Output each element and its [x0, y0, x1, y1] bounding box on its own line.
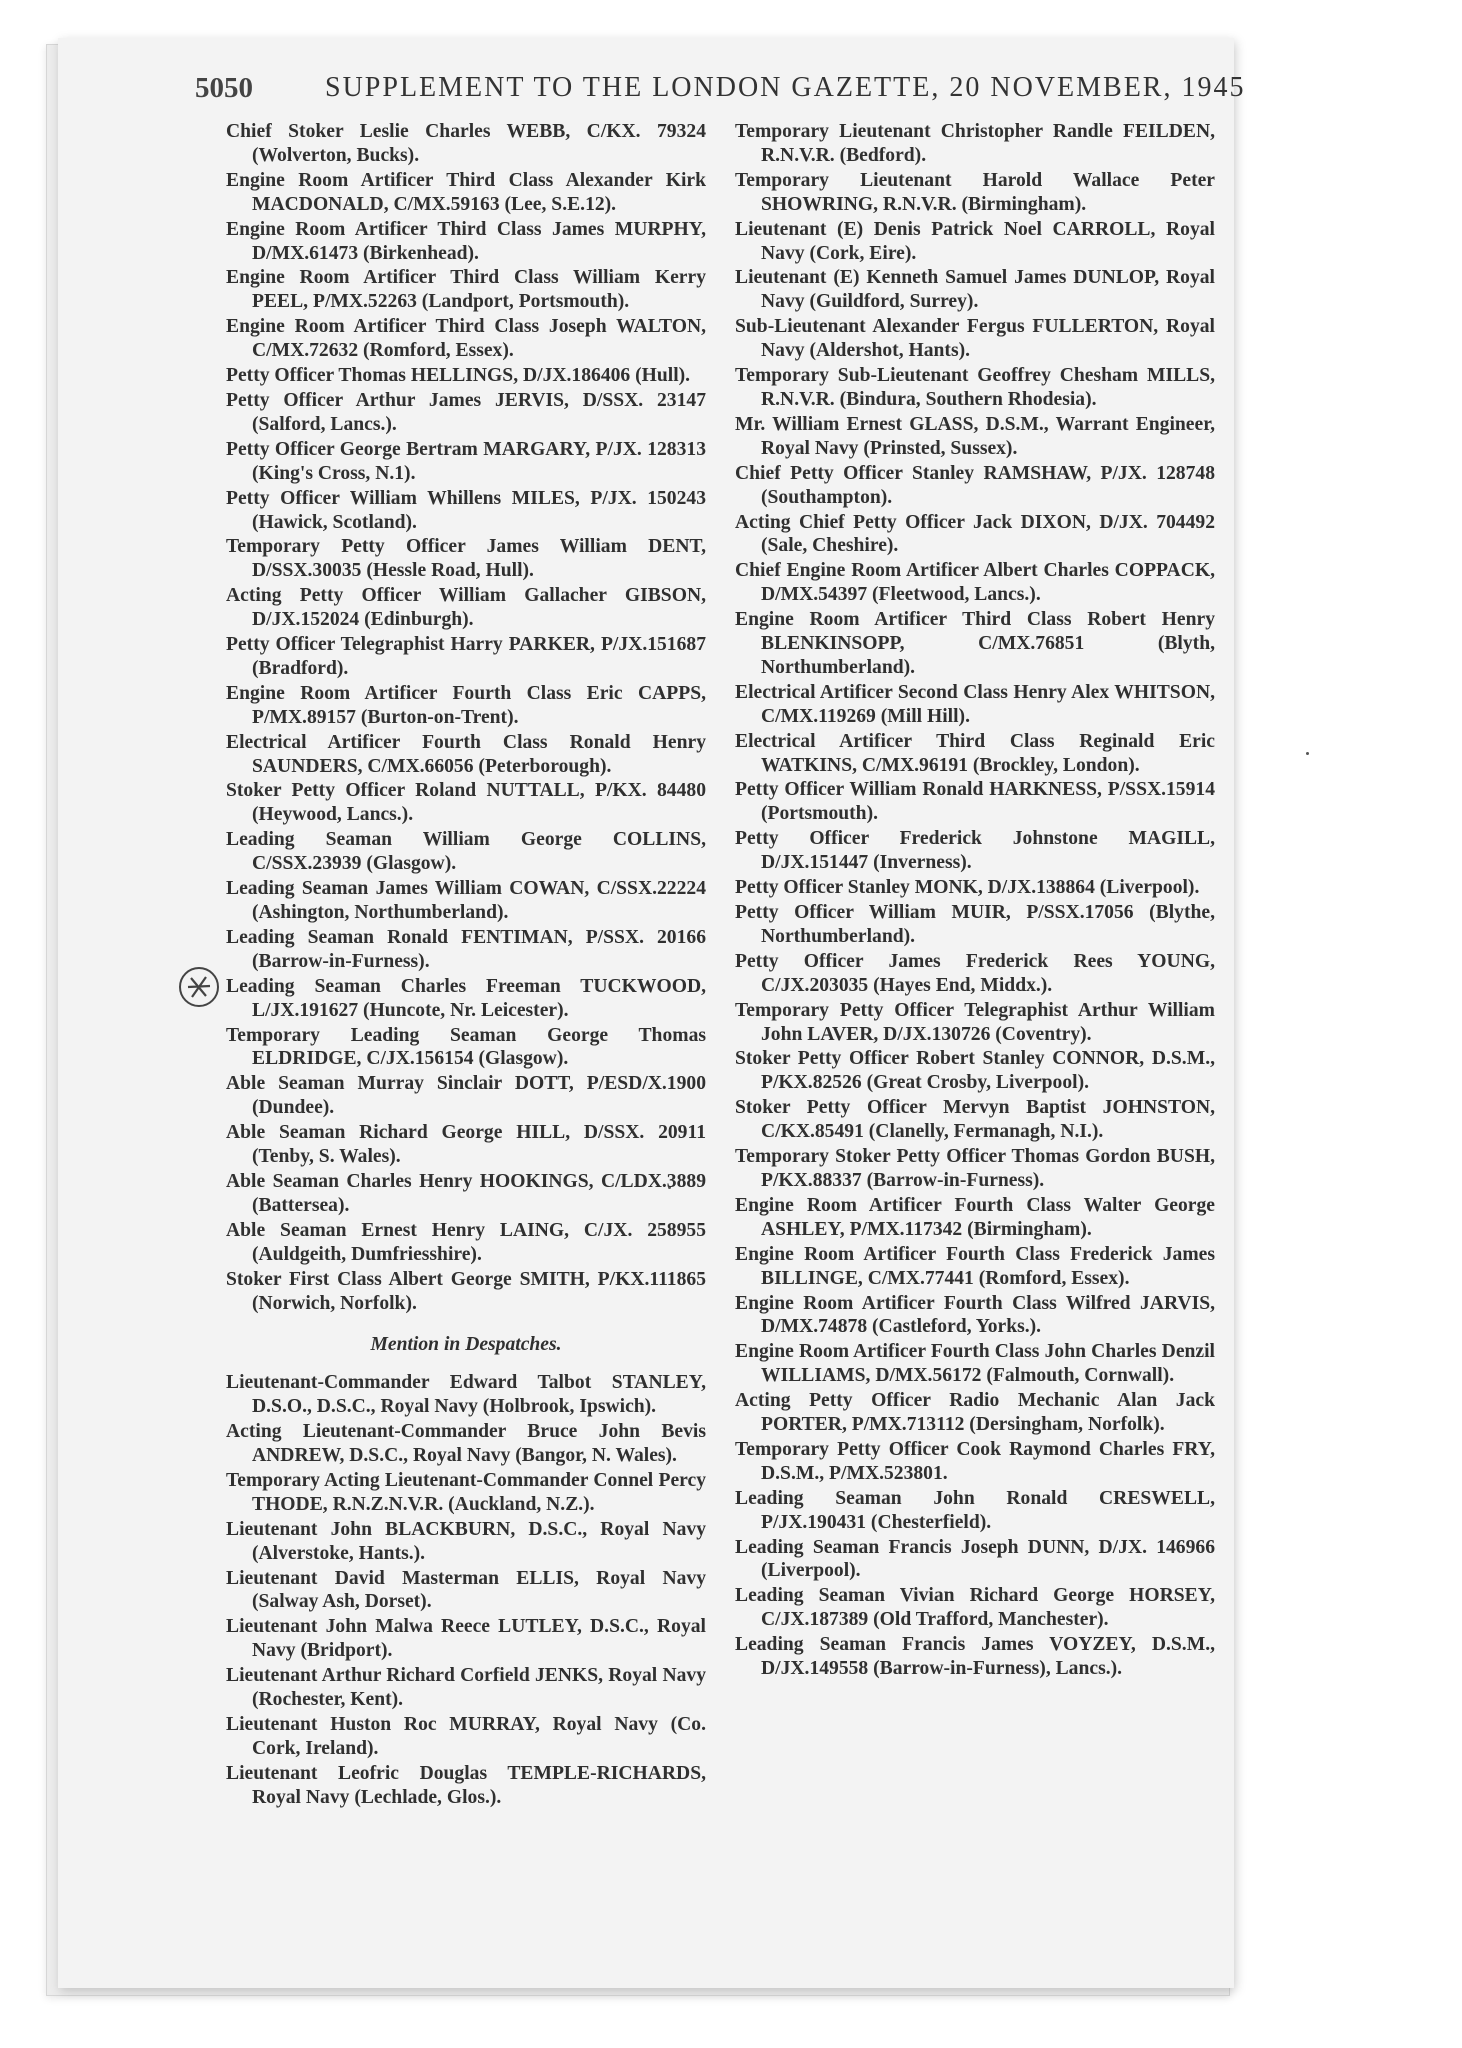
list-item: Stoker Petty Officer Mervyn Baptist JOHNSTON, C/KX.85491 (Clanelly, Fermanagh, N.I.). [735, 1097, 1215, 1143]
list-item: Electrical Artificer Third Class Reginald Eric WATKINS, C/MX.96191 (Brockley, London). [735, 730, 1215, 776]
handwritten-asterisk-icon [176, 964, 222, 1010]
section-heading: Mention in Despatches. [370, 1334, 562, 1356]
list-item: Engine Room Artificer Third Class Joseph WALTON, C/MX.72632 (Romford, Essex). [226, 316, 706, 362]
list-item: Lieutenant Leofric Douglas TEMPLE-RICHARDS, Royal Navy (Lechlade, Glos.). [226, 1762, 706, 1808]
list-item: Able Seaman Murray Sinclair DOTT, P/ESD/X.1900 (Dundee). [226, 1073, 706, 1119]
list-item: Temporary Stoker Petty Officer Thomas Gordon BUSH, P/KX.88337 (Barrow-in-Furness). [735, 1146, 1215, 1191]
list-item: Able Seaman Ernest Henry LAING, C/JX. 258955 (Auldgeith, Dumfriesshire). [226, 1219, 706, 1265]
list-item: Temporary Petty Officer James William DENT, D/SSX.30035 (Hessle Road, Hull). [226, 536, 706, 582]
list-item: Lieutenant (E) Denis Patrick Noel CARROLL, Royal Navy (Cork, Eire). [735, 218, 1215, 264]
list-item: Temporary Sub-Lieutenant Geoffrey Chesham MILLS, R.N.V.R. (Bindura, Southern Rhodesia). [735, 365, 1215, 410]
list-item: Temporary Acting Lieutenant-Commander Connel Percy THODE, R.N.Z.N.V.R. (Auckland, N.Z.). [226, 1469, 706, 1515]
list-item: Engine Room Artificer Third Class William Kerry PEEL, P/MX.52263 (Landport, Portsmouth). [226, 267, 706, 313]
list-item: Able Seaman Charles Henry HOOKINGS, C/LDX.3889 (Battersea). [226, 1170, 706, 1216]
left-column [226, 120, 706, 1811]
despatches-list-right [735, 120, 1215, 1681]
list-item: Sub-Lieutenant Alexander Fergus FULLERTON, Royal Navy (Aldershot, Hants). [735, 316, 1215, 362]
list-item: Temporary Petty Officer Cook Raymond Charles FRY, D.S.M., P/MX.523801. [735, 1438, 1215, 1484]
list-item: Petty Officer James Frederick Rees YOUNG, C/JX.203035 (Hayes End, Middx.). [735, 950, 1215, 996]
page-header [195, 72, 1246, 112]
list-item: Acting Petty Officer Radio Mechanic Alan Jack PORTER, P/MX.713112 (Dersingham, Norfolk). [735, 1390, 1215, 1436]
list-item: Acting Lieutenant-Commander Bruce John Bevis ANDREW, D.S.C., Royal Navy (Bangor, N. Wales). [226, 1421, 706, 1467]
list-item: Lieutenant (E) Kenneth Samuel James DUNLOP, Royal Navy (Guildford, Surrey). [735, 267, 1215, 313]
list-item: Stoker Petty Officer Roland NUTTALL, P/KX. 84480 (Heywood, Lancs.). [226, 780, 706, 826]
list-item: Temporary Lieutenant Christopher Randle FEILDEN, R.N.V.R. (Bedford). [735, 121, 1215, 166]
list-item: Leading Seaman Ronald FENTIMAN, P/SSX. 20166 (Barrow-in-Furness). [226, 926, 706, 972]
list-item: Petty Officer Arthur James JERVIS, D/SSX. 23147 (Salford, Lancs.). [226, 389, 706, 435]
honours-list-left [226, 120, 706, 1315]
list-item: Engine Room Artificer Third Class Alexander Kirk MACDONALD, C/MX.59163 (Lee, S.E.12). [226, 169, 706, 215]
list-item: Lieutenant-Commander Edward Talbot STANLEY, D.S.O., D.S.C., Royal Navy (Holbrook, Ipswich). [226, 1372, 706, 1418]
list-item: Petty Officer Thomas HELLINGS, D/JX.186406 (Hull). [226, 365, 691, 387]
list-item: Temporary Lieutenant Harold Wallace Peter SHOWRING, R.N.V.R. (Birmingham). [735, 169, 1215, 215]
list-item: Petty Officer William Whillens MILES, P/JX. 150243 (Hawick, Scotland). [226, 487, 706, 533]
list-item: Engine Room Artificer Fourth Class Walter George ASHLEY, P/MX.117342 (Birmingham). [735, 1194, 1215, 1240]
list-item: Leading Seaman Francis James VOYZEY, D.S.M., D/JX.149558 (Barrow-in-Furness), Lancs.). [735, 1634, 1215, 1680]
list-item: Lieutenant John Malwa Reece LUTLEY, D.S.C., Royal Navy (Bridport). [226, 1616, 706, 1662]
list-item: Leading Seaman John Ronald CRESWELL, P/JX.190431 (Chesterfield). [735, 1487, 1215, 1533]
list-item: Petty Officer Frederick Johnstone MAGILL, D/JX.151447 (Inverness). [735, 828, 1215, 874]
list-item: Lieutenant Huston Roc MURRAY, Royal Navy (Co. Cork, Ireland). [226, 1714, 706, 1759]
list-item: Petty Officer George Bertram MARGARY, P/JX. 128313 (King's Cross, N.1). [226, 438, 706, 484]
right-column [735, 120, 1215, 1682]
list-item: Leading Seaman James William COWAN, C/SSX.22224 (Ashington, Northumberland). [226, 878, 706, 923]
list-item: Engine Room Artificer Fourth Class John Charles Denzil WILLIAMS, D/MX.56172 (Falmouth, Cornwall). [735, 1341, 1215, 1387]
list-item: Engine Room Artificer Fourth Class Frederick James BILLINGE, C/MX.77441 (Romford, Essex). [735, 1243, 1215, 1289]
list-item: Acting Petty Officer William Gallacher GIBSON, D/JX.152024 (Edinburgh). [226, 585, 706, 631]
list-item: Temporary Petty Officer Telegraphist Arthur William John LAVER, D/JX.130726 (Coventry). [735, 999, 1215, 1045]
list-item: Petty Officer Stanley MONK, D/JX.138864 (Liverpool). [735, 877, 1200, 899]
list-item: Chief Petty Officer Stanley RAMSHAW, P/JX. 128748 (Southampton). [735, 462, 1215, 508]
despatches-list [226, 1371, 706, 1809]
list-item: Electrical Artificer Fourth Class Ronald Henry SAUNDERS, C/MX.66056 (Peterborough). [226, 731, 706, 777]
list-item: Stoker Petty Officer Robert Stanley CONNOR, D.S.M., P/KX.82526 (Great Crosby, Liverpool). [735, 1048, 1215, 1094]
list-item: Leading Seaman Vivian Richard George HORSEY, C/JX.187389 (Old Trafford, Manchester). [735, 1585, 1215, 1631]
list-item: Engine Room Artificer Fourth Class Eric CAPPS, P/MX.89157 (Burton-on-Trent). [226, 682, 706, 728]
list-item: Mr. William Ernest GLASS, D.S.M., Warrant Engineer, Royal Navy (Prinsted, Sussex). [735, 413, 1215, 459]
list-item: Lieutenant Arthur Richard Corfield JENKS, Royal Navy (Rochester, Kent). [226, 1665, 706, 1711]
list-item: Acting Chief Petty Officer Jack DIXON, D/JX. 704492 (Sale, Cheshire). [735, 511, 1215, 557]
list-item: Engine Room Artificer Third Class Robert Henry BLENKINSOPP, C/MX.76851 (Blyth, Northumberland). [735, 609, 1215, 678]
list-item: Leading Seaman Charles Freeman TUCKWOOD, L/JX.191627 (Huncote, Nr. Leicester). [226, 975, 706, 1021]
list-item: Engine Room Artificer Third Class James MURPHY, D/MX.61473 (Birkenhead). [226, 218, 706, 264]
list-item: Lieutenant David Masterman ELLIS, Royal Navy (Salway Ash, Dorset). [226, 1567, 706, 1613]
list-item: Temporary Leading Seaman George Thomas ELDRIDGE, C/JX.156154 (Glasgow). [226, 1024, 706, 1070]
stray-mark [1306, 752, 1309, 755]
list-item: Leading Seaman William George COLLINS, C/SSX.23939 (Glasgow). [226, 829, 706, 875]
list-item: Lieutenant John BLACKBURN, D.S.C., Royal Navy (Alverstoke, Hants.). [226, 1518, 706, 1564]
gazette-title: SUPPLEMENT TO THE LONDON GAZETTE, 20 NOVEMBER, 1945 [325, 72, 1246, 103]
page-number: 5050 [195, 72, 253, 104]
list-item: Leading Seaman Francis Joseph DUNN, D/JX. 146966 (Liverpool). [735, 1536, 1215, 1582]
list-item: Petty Officer William MUIR, P/SSX.17056 (Blythe, Northumberland). [735, 902, 1215, 947]
list-item: Electrical Artificer Second Class Henry Alex WHITSON, C/MX.119269 (Mill Hill). [735, 681, 1215, 727]
list-item: Petty Officer Telegraphist Harry PARKER, P/JX.151687 (Bradford). [226, 634, 706, 679]
list-item: Chief Engine Room Artificer Albert Charles COPPACK, D/MX.54397 (Fleetwood, Lancs.). [735, 560, 1215, 606]
list-item: Chief Stoker Leslie Charles WEBB, C/KX. 79324 (Wolverton, Bucks). [226, 121, 706, 166]
list-item: Engine Room Artificer Fourth Class Wilfred JARVIS, D/MX.74878 (Castleford, Yorks.). [735, 1292, 1215, 1338]
list-item: Stoker First Class Albert George SMITH, P/KX.111865 (Norwich, Norfolk). [226, 1268, 706, 1314]
list-item: Petty Officer William Ronald HARKNESS, P/SSX.15914 (Portsmouth). [735, 779, 1215, 825]
list-item: Able Seaman Richard George HILL, D/SSX. 20911 (Tenby, S. Wales). [226, 1122, 706, 1168]
